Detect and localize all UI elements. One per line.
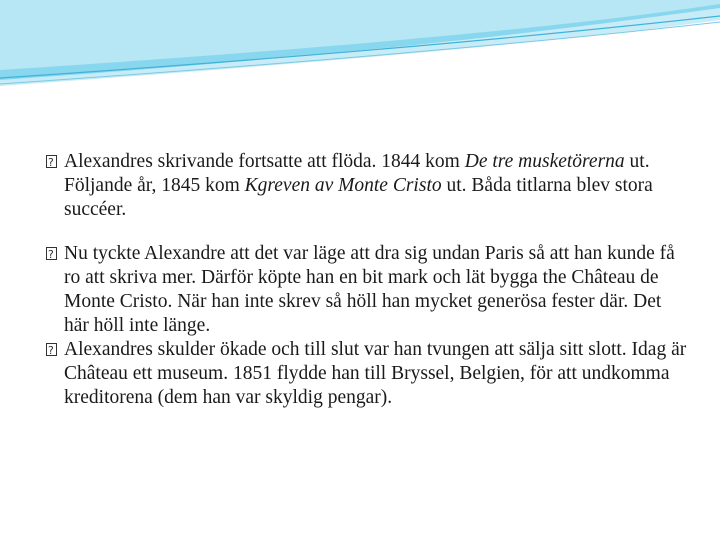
paragraph-3 [48,338,688,410]
paragraph-1-text-b: ut. Följande år, 1845 kom [64,151,650,196]
missing-glyph-bullet-icon [46,155,57,168]
paragraph-2-text: Nu tyckte Alexandre att det var läge att dra sig undan Paris så att han kunde få ro att skriva mer. Därför köpte han en bit mark och lät bygga the Château de Monte Cristo. När han inte skrev så höll han mycket generösa fester där. Det här höll inte länge. [64,243,675,336]
paragraph-3-text: Alexandres skulder ökade och till slut var han tvungen att sälja sitt slott. Idag är Château ett museum. 1851 flydde han till Bryssel, Belgien, för att undkomma kreditorena (dem han var skyldig pengar). [64,339,687,408]
header-wave-decoration [0,0,720,90]
paragraph-1 [48,150,688,222]
paragraph-1-text-a: Alexandres skrivande fortsatte att flöda. 1844 kom [64,151,465,172]
paragraph-2 [48,242,688,338]
missing-glyph-bullet-icon [46,343,57,356]
paragraph-1-title-2: Kgreven av Monte Cristo [244,175,442,196]
slide-body [48,150,688,410]
paragraph-1-text-c: ut. Båda titlarna blev stora succéer. [64,175,653,220]
paragraph-1-title-1: De tre musketörerna [464,151,625,172]
missing-glyph-bullet-icon [46,247,57,260]
